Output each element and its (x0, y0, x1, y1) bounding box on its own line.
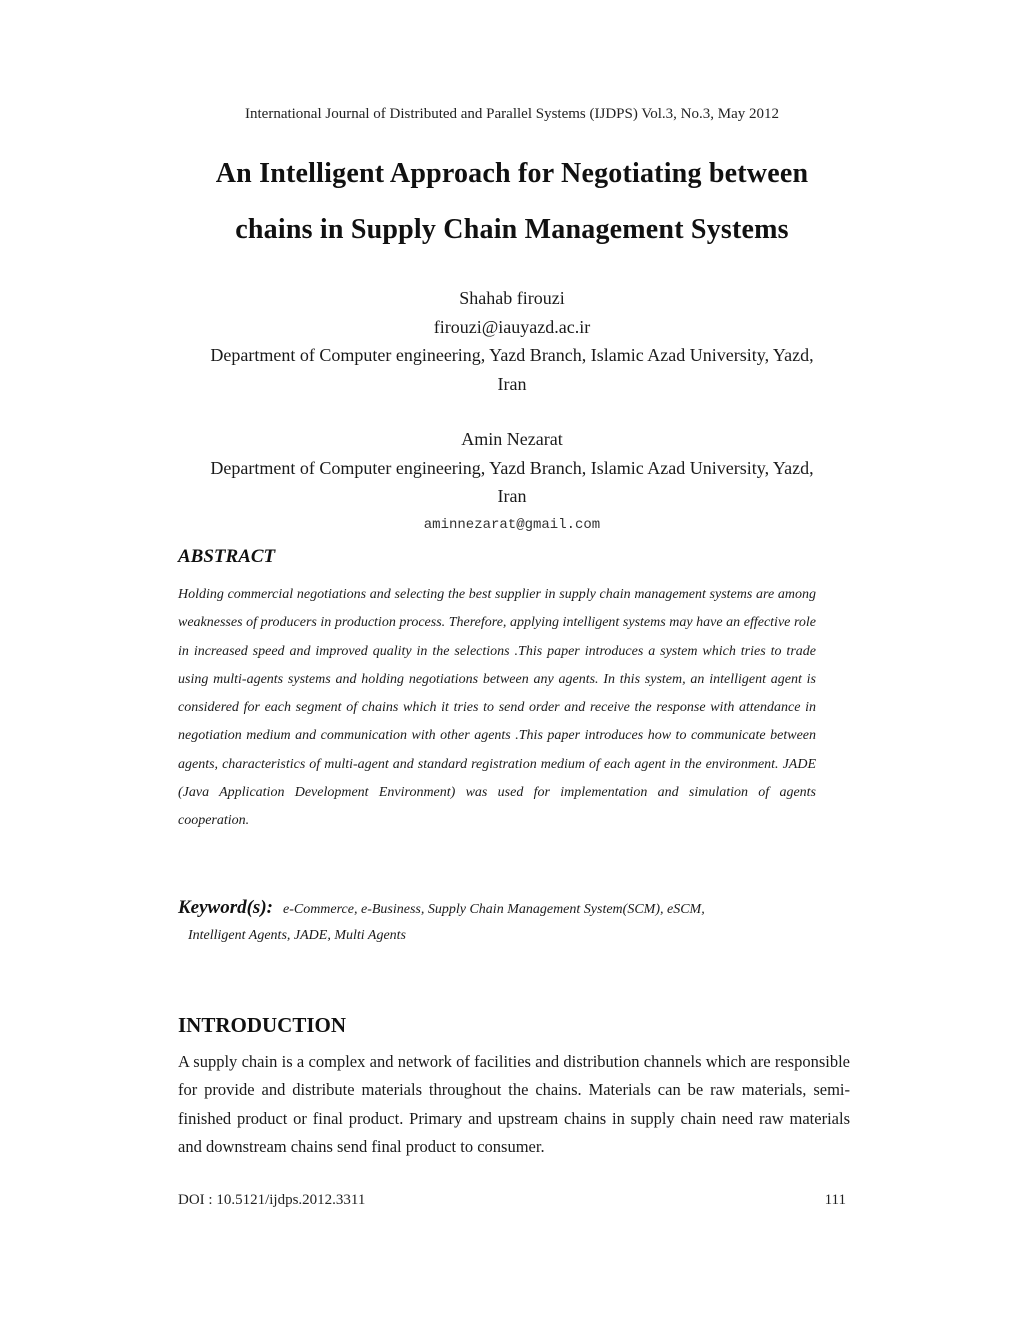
abstract-heading: ABSTRACT (178, 546, 276, 567)
author-email: aminnezarat@gmail.com (423, 516, 601, 533)
abstract-text: Holding commercial negotiations and selecting the best supplier in supply chain management systems are among weaknesses of producers in production process. Therefore, applying intelligent systems may have an effective role in increased speed and improved quality in the selections .This paper introduces a system which tries to trade using multi-agents systems and holding negotiations between any agents. In this system, an intelligent agent is considered for each segment of chains which it tries to send order and receive the response with attendance in negotiation medium and communication with other agents .This paper introduces how to communicate between agents, characteristics of multi-agent and standard registration medium of each agent in the environment. JADE (Java Application Development Environment) was used for implementation and simulation of agents cooperation. (178, 587, 816, 829)
keywords-line-2: Intelligent Agents, JADE, Multi Agents (188, 928, 406, 943)
journal-header: International Journal of Distributed and Parallel Systems (IJDPS) Vol.3, No.3, May 2012 (245, 106, 779, 122)
author-affiliation: Department of Computer engineering, Yazd Branch, Islamic Azad University, Yazd, (210, 457, 814, 478)
title-line-2: chains in Supply Chain Management Systems (235, 214, 789, 245)
introduction-text: A supply chain is a complex and network of facilities and distribution channels which are responsible for provide and distribute materials throughout the chains. Materials can be raw materials, semi-finished product or final product. Primary and upstream chains in supply chain need raw materials and downstream chains send final product to consumer. (178, 1052, 850, 1156)
page-number: 111 (824, 1192, 846, 1208)
author-block-2 (112, 425, 912, 539)
author-affiliation-country: Iran (497, 486, 527, 506)
title-line-1: An Intelligent Approach for Negotiating between (215, 158, 809, 189)
author-email: firouzi@iauyazd.ac.ir (433, 316, 591, 337)
author-name: Shahab firouzi (459, 288, 565, 308)
paper-title (112, 146, 912, 258)
keywords-block (178, 895, 816, 949)
keywords-line-1: e-Commerce, e-Business, Supply Chain Management System(SCM), eSCM, (282, 902, 705, 917)
doi-footer: DOI : 10.5121/ijdps.2012.3311 (178, 1192, 366, 1208)
keywords-label: Keyword(s): (178, 897, 273, 918)
author-affiliation-country: Iran (497, 373, 527, 394)
introduction-heading: INTRODUCTION (178, 1013, 347, 1037)
author-block-1 (112, 284, 912, 398)
author-affiliation: Department of Computer engineering, Yazd Branch, Islamic Azad University, Yazd, (210, 345, 814, 365)
author-name: Amin Nezarat (461, 429, 563, 449)
